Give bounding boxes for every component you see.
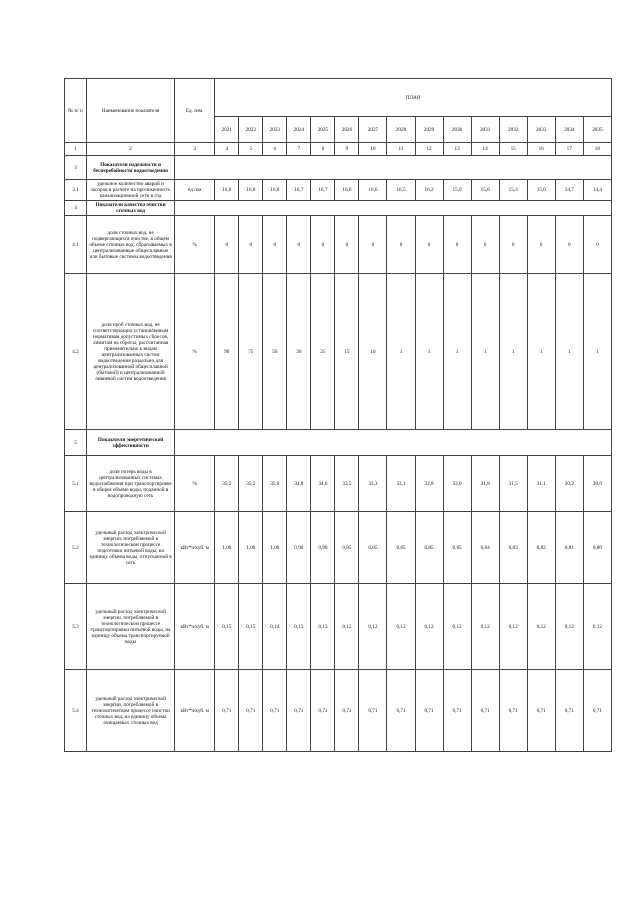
value-cell: 1,00 [215,512,239,584]
value-cell: 0,85 [387,512,415,584]
value-cell: 0 [443,216,471,274]
table-row [65,180,612,201]
year-header: 2034 [555,117,583,143]
value-cell: 0,71 [415,670,443,752]
value-cell: 0,71 [359,670,387,752]
value-cell: 0,85 [335,512,359,584]
value-cell: 16,6 [335,180,359,201]
column-number: 5 [239,143,263,156]
value-cell: 16,6 [359,180,387,201]
year-header: 2032 [499,117,527,143]
plan-header: ПЛАН [215,79,612,117]
unit-cell: кВт*ч/куб. м [175,512,215,584]
value-cell: 16,8 [215,180,239,201]
value-cell: 33,1 [387,456,415,512]
row-number: 4.2 [65,274,87,430]
value-cell: 0,90 [287,512,311,584]
value-cell: 1 [387,274,415,430]
value-cell: 0,71 [311,670,335,752]
value-cell: 15 [335,274,359,430]
value-cell: 0,12 [359,584,387,670]
value-cell: 1,00 [263,512,287,584]
value-cell: 15,6 [471,180,499,201]
unit-cell: кВт*ч/куб. м [175,584,215,670]
indicator-name: удельный расход электрической энергии, потребляемой в технологическом процессе очистки сточных вод, на единицу объема очищаемых сточных вод [87,670,175,752]
value-cell: 1 [443,274,471,430]
num-column-header: № п/ п [65,79,87,143]
value-cell: 16,7 [311,180,335,201]
row-number: 4 [65,201,87,216]
value-cell: 31,8 [471,456,499,512]
year-header: 2023 [263,117,287,143]
value-cell: 32,0 [443,456,471,512]
value-cell: 33,5 [335,456,359,512]
year-header: 2033 [527,117,555,143]
value-cell: 0 [415,216,443,274]
value-cell: 0,71 [215,670,239,752]
value-cell: 0,84 [471,512,499,584]
column-number: 8 [311,143,335,156]
value-cell: 30 [287,274,311,430]
value-cell: 14,4 [583,180,611,201]
value-cell: 0,82 [527,512,555,584]
empty-cell [175,430,612,456]
table-row [65,216,612,274]
table-row [65,456,612,512]
value-cell: 0,15 [239,584,263,670]
section-title: Показатели надежности и бесперебойности водоотведения [87,156,175,180]
value-cell: 0,71 [499,670,527,752]
indicator-name: удельное количество аварий и засоров в расчете на протяженность канализационной сети в год [87,180,175,201]
section-row [65,156,612,180]
value-cell: 0,81 [555,512,583,584]
column-number: 2 [87,143,175,156]
value-cell: 31,1 [527,456,555,512]
row-number: 5.3 [65,584,87,670]
value-cell: 34,6 [311,456,335,512]
value-cell: 0,85 [443,512,471,584]
header-row [65,79,612,117]
value-cell: 0 [583,216,611,274]
value-cell: 0,15 [215,584,239,670]
unit-cell: % [175,216,215,274]
column-number: 12 [415,143,443,156]
section-row [65,430,612,456]
column-number: 6 [263,143,287,156]
value-cell: 1 [471,274,499,430]
value-cell: 0,71 [387,670,415,752]
column-number: 7 [287,143,311,156]
value-cell: 0 [527,216,555,274]
value-cell: 0 [239,216,263,274]
column-number: 13 [443,143,471,156]
section-title: Показатели качества очистки сточных вод [87,201,175,216]
value-cell: 0,12 [555,584,583,670]
column-number: 3 [175,143,215,156]
section-title: Показатели энергетической эффективности [87,430,175,456]
row-number: 5.2 [65,512,87,584]
value-cell: 1 [527,274,555,430]
value-cell: 15,9 [443,180,471,201]
value-cell: 15,0 [527,180,555,201]
value-cell: 0 [471,216,499,274]
value-cell: 0,71 [239,670,263,752]
value-cell: 0,71 [555,670,583,752]
value-cell: 15,3 [499,180,527,201]
value-cell: 90 [215,274,239,430]
row-number: 5.4 [65,670,87,752]
value-cell: 0,12 [443,584,471,670]
year-header: 2021 [215,117,239,143]
year-header: 2031 [471,117,499,143]
row-number: 4.1 [65,216,87,274]
column-number: 11 [387,143,415,156]
value-cell: 0,12 [583,584,611,670]
value-cell: 30,2 [555,456,583,512]
value-cell: 16,5 [387,180,415,201]
unit-column-header: Ед. изм. [175,79,215,143]
unit-cell: % [175,274,215,430]
value-cell: 75 [239,274,263,430]
value-cell: 0,85 [415,512,443,584]
value-cell: 1 [583,274,611,430]
value-cell: 25 [311,274,335,430]
value-cell: 0,12 [335,584,359,670]
value-cell: 0 [555,216,583,274]
year-header: 2022 [239,117,263,143]
section-row [65,201,612,216]
table-row [65,584,612,670]
value-cell: 1 [555,274,583,430]
value-cell: 0 [499,216,527,274]
value-cell: 35,0 [263,456,287,512]
value-cell: 0,71 [471,670,499,752]
value-cell: 50 [263,274,287,430]
value-cell: 1 [499,274,527,430]
table-row [65,274,612,430]
value-cell: 30,0 [583,456,611,512]
value-cell: 0,13 [311,584,335,670]
value-cell: 1,00 [239,512,263,584]
value-cell: 0,12 [499,584,527,670]
year-header: 2027 [359,117,387,143]
value-cell: 35,2 [239,456,263,512]
value-cell: 0,71 [583,670,611,752]
indicator-name: удельный расход электрической энергии, потребляемой в технологическом процессе подготовки питьевой воды, на единицу объема воды, отпускаемой в сеть [87,512,175,584]
value-cell: 0 [359,216,387,274]
column-numbers-row [65,143,612,156]
value-cell: 0,12 [387,584,415,670]
row-number: 5.1 [65,456,87,512]
value-cell: 0 [335,216,359,274]
year-header: 2030 [443,117,471,143]
unit-cell: ед./км [175,180,215,201]
table-row [65,670,612,752]
indicator-name: доля проб сточных вод, не соответствующих установленным нормативам допустимых сбросов, лимитам на сбросы, рассчитанная применительно к видам централизованных систем водоотведения раздельно для централизованной общесплавной (бытовой) и централизованной ливневой систем водоотведения [87,274,175,430]
value-cell: 10 [359,274,387,430]
empty-cell [175,201,612,216]
row-number: 3.1 [65,180,87,201]
value-cell: 0,13 [287,584,311,670]
indicator-name: удельный расход электрической энергии, потребляемой в технологическом процессе транспортировки питьевой воды, на единицу объема транспортируемой воды [87,584,175,670]
value-cell: 0 [287,216,311,274]
value-cell: 1 [415,274,443,430]
column-number: 10 [359,143,387,156]
value-cell: 16,2 [415,180,443,201]
value-cell: 0,90 [311,512,335,584]
column-number: 4 [215,143,239,156]
value-cell: 0,71 [335,670,359,752]
indicator-name: доля сточных вод, не подвергающихся очистке, в общем объеме сточных вод, сбрасываемых в централизованные общесплавные или бытовые системы водоотведения [87,216,175,274]
value-cell: 0,71 [443,670,471,752]
unit-cell: % [175,456,215,512]
value-cell: 0,83 [499,512,527,584]
year-header: 2035 [583,117,611,143]
value-cell: 0 [311,216,335,274]
value-cell: 16,7 [287,180,311,201]
column-number: 14 [471,143,499,156]
value-cell: 31,5 [499,456,527,512]
value-cell: 16,8 [239,180,263,201]
value-cell: 0,12 [527,584,555,670]
value-cell: 14,7 [555,180,583,201]
value-cell: 0,71 [527,670,555,752]
row-number: 3 [65,156,87,180]
value-cell: 0,12 [415,584,443,670]
column-number: 16 [527,143,555,156]
year-header: 2028 [387,117,415,143]
table-row [65,512,612,584]
value-cell: 0 [387,216,415,274]
indicators-table [64,78,612,752]
value-cell: 32,8 [415,456,443,512]
unit-cell: кВт*ч/куб. м [175,670,215,752]
name-column-header: Наименование показателя [87,79,175,143]
indicator-name: доля потерь воды в централизованных системах водоснабжения при транспортировке в общем объеме воды, поданной в водопроводную сеть [87,456,175,512]
value-cell: 0,71 [287,670,311,752]
column-number: 15 [499,143,527,156]
year-header: 2024 [287,117,311,143]
row-number: 5 [65,430,87,456]
column-number: 9 [335,143,359,156]
value-cell: 0,85 [359,512,387,584]
value-cell: 0,12 [471,584,499,670]
value-cell: 34,8 [287,456,311,512]
column-number: 1 [65,143,87,156]
column-number: 17 [555,143,583,156]
value-cell: 0,80 [583,512,611,584]
value-cell: 35,2 [215,456,239,512]
year-header: 2026 [335,117,359,143]
year-header: 2025 [311,117,335,143]
value-cell: 0,71 [263,670,287,752]
year-header: 2029 [415,117,443,143]
value-cell: 0 [263,216,287,274]
value-cell: 16,8 [263,180,287,201]
value-cell: 0 [215,216,239,274]
column-number: 18 [583,143,611,156]
value-cell: 33,3 [359,456,387,512]
empty-cell [175,156,612,180]
value-cell: 0,14 [263,584,287,670]
